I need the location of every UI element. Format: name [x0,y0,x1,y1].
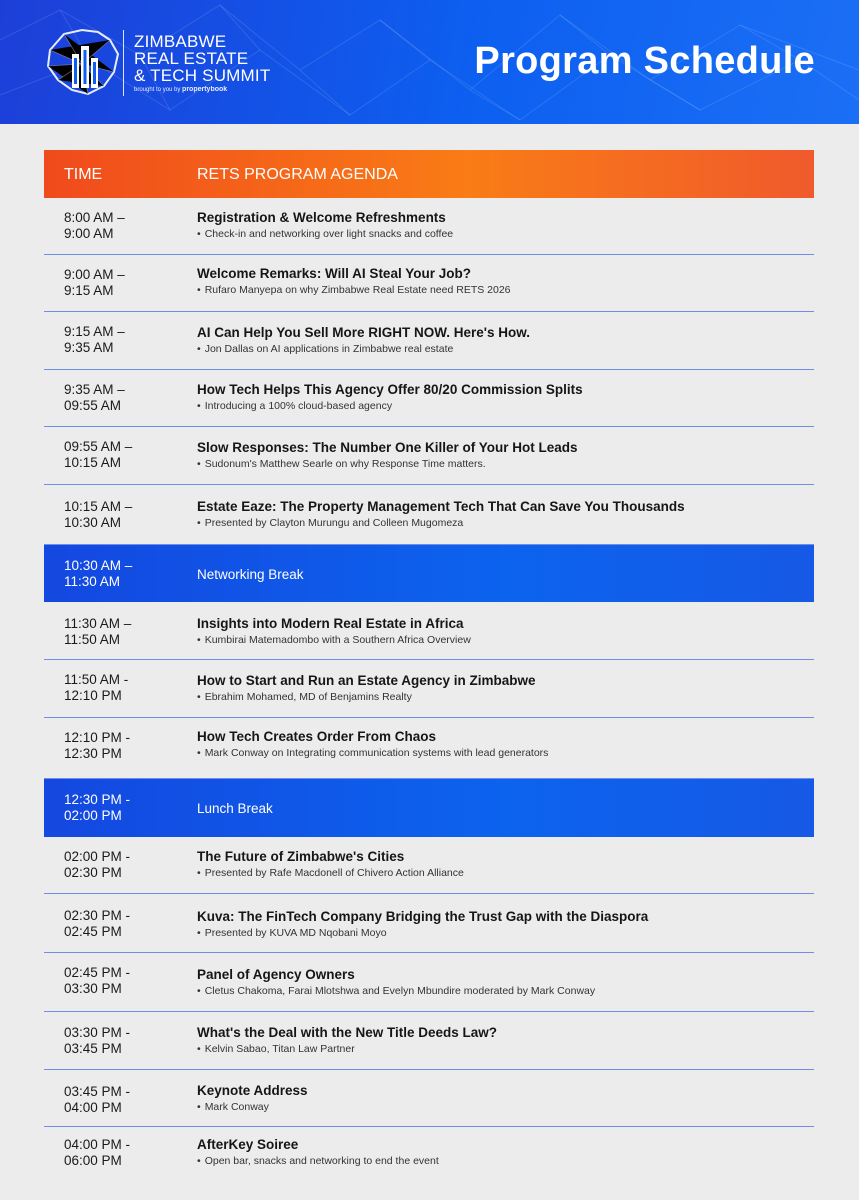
session-description-text: Presented by Rafe Macdonell of Chivero Action Alliance [204,867,464,879]
session-description [197,283,797,297]
logo-line-1: ZIMBABWE [134,32,227,51]
schedule-row [44,485,814,545]
session-title: What's the Deal with the New Title Deeds Law? [197,1025,498,1040]
logo-credit [134,86,270,94]
session-time: 02:45 PM - 03:30 PM [64,965,131,996]
logo-credit-brand: propertybook [182,86,228,93]
session-description [197,984,797,998]
column-header-agenda: RETS PROGRAM AGENDA [197,166,398,183]
session-description [197,516,797,530]
bullet-icon: • [197,228,201,240]
session-agenda [197,440,797,471]
session-agenda [197,266,797,297]
session-time: 03:45 PM - 04:00 PM [64,1084,131,1115]
bullet-icon: • [197,691,201,703]
column-header-time: TIME [64,166,103,183]
session-title: Welcome Remarks: Will AI Steal Your Job? [197,266,471,281]
session-description-text: Mark Conway [204,1101,269,1113]
session-title: How Tech Helps This Agency Offer 80/20 Commission Splits [197,382,583,397]
schedule-row [44,312,814,370]
session-title: AfterKey Soiree [197,1137,299,1152]
session-title: How Tech Creates Order From Chaos [197,729,437,744]
session-agenda [197,382,797,413]
bullet-icon: • [197,634,201,646]
session-agenda [197,849,797,880]
session-description [197,1042,797,1056]
logo-credit-prefix: brought to you by [134,87,181,93]
session-agenda [197,801,797,817]
session-time: 8:00 AM – 9:00 AM [64,210,125,241]
session-title: Panel of Agency Owners [197,967,355,982]
session-description-text: Open bar, snacks and networking to end the event [204,1155,439,1167]
session-time: 09:55 AM – 10:15 AM [64,439,133,470]
zimbabwe-map-skyline-icon [44,24,124,98]
session-description-text: Rufaro Manyepa on why Zimbabwe Real Estate need RETS 2026 [204,284,511,296]
session-description-text: Cletus Chakoma, Farai Mlotshwa and Evelyn Mbundire moderated by Mark Conway [204,985,596,997]
logo-line-2: REAL ESTATE [134,49,249,68]
session-title: Lunch Break [197,801,273,816]
session-agenda [197,967,797,998]
bullet-icon: • [197,985,201,997]
schedule-row [44,1070,814,1127]
session-time: 11:30 AM – 11:50 AM [64,616,132,647]
session-agenda [197,616,797,647]
bullet-icon: • [197,458,201,470]
session-agenda [197,499,797,530]
session-time: 02:00 PM - 02:30 PM [64,849,131,880]
logo-divider [123,30,124,96]
schedule-row [44,1012,814,1070]
bullet-icon: • [197,284,201,296]
session-title: Networking Break [197,567,304,582]
session-title: Keynote Address [197,1083,308,1098]
bullet-icon: • [197,343,201,355]
session-time: 9:15 AM – 9:35 AM [64,324,125,355]
session-description-text: Kumbirai Matemadombo with a Southern Africa Overview [204,634,471,646]
session-description-text: Jon Dallas on AI applications in Zimbabwe real estate [204,343,454,355]
session-title: Estate Eaze: The Property Management Tech That Can Save You Thousands [197,499,685,514]
session-description [197,690,797,704]
session-description-text: Introducing a 100% cloud-based agency [204,400,393,412]
session-agenda [197,1025,797,1056]
session-time: 02:30 PM - 02:45 PM [64,908,131,939]
schedule-break-row [44,545,814,602]
bullet-icon: • [197,400,201,412]
session-time: 10:15 AM – 10:30 AM [64,499,133,530]
session-agenda [197,1137,797,1168]
session-agenda [197,909,797,940]
session-time: 9:35 AM – 09:55 AM [64,382,125,413]
page-header [0,0,859,124]
session-description [197,457,797,471]
bullet-icon: • [197,517,201,529]
session-agenda [197,325,797,356]
session-description [197,746,797,760]
session-time: 03:30 PM - 03:45 PM [64,1025,131,1056]
schedule-row [44,602,814,660]
schedule-row [44,718,814,779]
bullet-icon: • [197,1043,201,1055]
logo-line-3: & TECH SUMMIT [134,66,271,85]
session-description-text: Mark Conway on Integrating communication systems with lead generators [204,747,549,759]
schedule-row [44,370,814,427]
schedule-row [44,660,814,718]
session-time: 12:10 PM - 12:30 PM [64,730,131,761]
session-agenda [197,673,797,704]
session-description [197,866,797,880]
schedule-row [44,427,814,485]
session-description-text: Ebrahim Mohamed, MD of Benjamins Realty [204,691,412,703]
session-title: Kuva: The FinTech Company Bridging the Trust Gap with the Diaspora [197,909,649,924]
session-title: Slow Responses: The Number One Killer of Your Hot Leads [197,440,578,455]
session-agenda [197,729,797,760]
logo-wordmark [134,33,270,94]
session-description [197,633,797,647]
bullet-icon: • [197,1101,201,1113]
session-time: 04:00 PM - 06:00 PM [64,1137,131,1168]
session-time: 9:00 AM – 9:15 AM [64,267,125,298]
schedule-row [44,1127,814,1187]
schedule-table-header [44,150,814,198]
session-title: Insights into Modern Real Estate in Africa [197,616,464,631]
session-description [197,342,797,356]
session-description-text: Sudonum's Matthew Searle on why Response Time matters. [204,458,486,470]
session-title: AI Can Help You Sell More RIGHT NOW. Here's How. [197,325,531,340]
session-agenda [197,567,797,583]
session-description-text: Check-in and networking over light snacks and coffee [204,228,454,240]
session-time: 11:50 AM - 12:10 PM [64,672,129,703]
session-title: Registration & Welcome Refreshments [197,210,446,225]
session-time: 10:30 AM – 11:30 AM [64,558,133,589]
session-title: The Future of Zimbabwe's Cities [197,849,405,864]
page-title: Program Schedule [474,40,815,82]
session-agenda [197,210,797,241]
schedule-row [44,953,814,1012]
session-description [197,1100,797,1114]
session-agenda [197,1083,797,1114]
schedule-break-row [44,779,814,837]
session-description-text: Presented by KUVA MD Nqobani Moyo [204,927,387,939]
schedule-row [44,255,814,312]
schedule-row [44,894,814,953]
session-time: 12:30 PM - 02:00 PM [64,792,131,823]
session-description [197,926,797,940]
schedule-row [44,837,814,894]
bullet-icon: • [197,867,201,879]
bullet-icon: • [197,747,201,759]
session-title: How to Start and Run an Estate Agency in Zimbabwe [197,673,536,688]
session-description-text: Presented by Clayton Murungu and Colleen Mugomeza [204,517,464,529]
session-description [197,227,797,241]
bullet-icon: • [197,1155,201,1167]
session-description [197,399,797,413]
session-description [197,1154,797,1168]
bullet-icon: • [197,927,201,939]
session-description-text: Kelvin Sabao, Titan Law Partner [204,1043,355,1055]
schedule-row [44,198,814,255]
